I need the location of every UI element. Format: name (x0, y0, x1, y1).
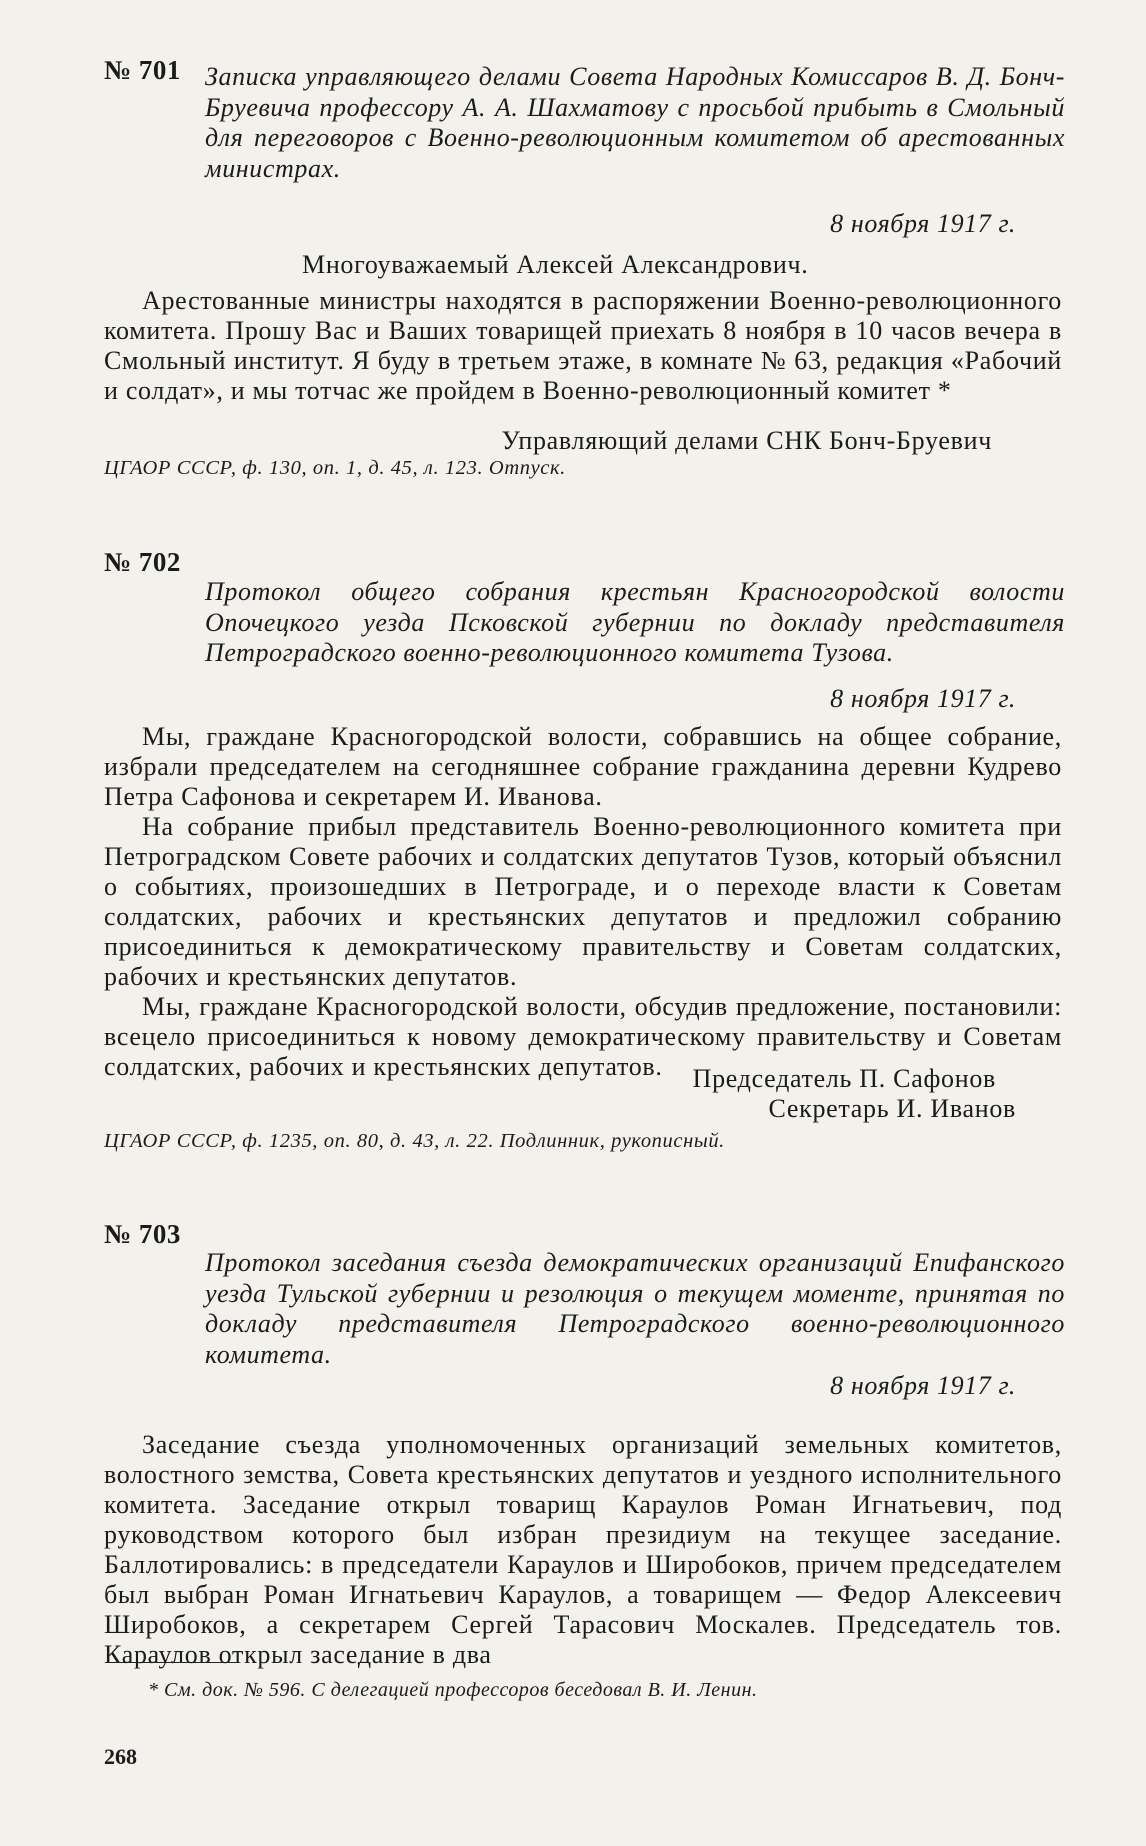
footnote-rule (106, 1662, 239, 1663)
doc-702-paragraph-2: На собрание прибыл представитель Военно-революционного комитета при Петроградском Совете рабочих и солдатских депутатов Тузов, который объяснил о событиях, произошедших в Петрограде, и о переходе власти к Советам солдатских, рабочих и крестьянских депутатов и предложил собранию присоединиться к демократическому правительству и Советам солдатских, рабочих и крестьянских депутатов. (104, 812, 1062, 991)
doc-701-paragraph: Арестованные министры находятся в распоряжении Военно-революционного комитета. Прошу Вас и Ваших товарищей приехать 8 ноября в 10 часов вечера в Смольный институт. Я буду в третьем этаже, в комнате № 63, редакция «Рабочий и солдат», и мы тотчас же пройдем в Военно-революционный комитет * (104, 286, 1062, 405)
doc-701-signature: Управляющий делами СНК Бонч-Бруевич (501, 426, 992, 455)
doc-701-salutation: Многоуважаемый Алексей Александрович. (302, 250, 809, 279)
doc-702-source: ЦГАОР СССР, ф. 1235, оп. 80, д. 43, л. 22. Подлинник, рукописный. (104, 1130, 725, 1152)
doc-701-body (104, 286, 1062, 406)
doc-702-paragraph-3: Мы, граждане Красногородской волости, обсудив предложение, постановили: всецело присоединиться к новому демократическому правительству и Советам солдатских, рабочих и крестьянских депутатов. (104, 992, 1062, 1081)
footnote: * См. док. № 596. С делегацией профессоров беседовал В. И. Ленин. (148, 1679, 758, 1701)
doc-702-signature-secretary: Секретарь И. Иванов (768, 1094, 1016, 1123)
doc-702-number: № 702 (104, 547, 181, 577)
doc-702-date: 8 ноября 1917 г. (830, 684, 1016, 713)
doc-702-paragraph-1: Мы, граждане Красногородской волости, собравшись на общее собрание, избрали председателем на сегодняшнее собрание гражданина деревни Кудрево Петра Сафонова и секретарем И. Иванова. (104, 722, 1062, 811)
doc-703-heading: Протокол заседания съезда демократических организаций Епифанского уезда Тульской губернии и резолюция о текущем моменте, принятая по докладу представителя Петроградского военно-революционного комитета. (205, 1248, 1065, 1369)
doc-702-heading: Протокол общего собрания крестьян Красногородской волости Опочецкого уезда Псковской губернии по докладу представителя Петроградского военно-революционного комитета Тузова. (205, 577, 1065, 667)
doc-703-body (104, 1430, 1062, 1670)
doc-701-source: ЦГАОР СССР, ф. 130, оп. 1, д. 45, л. 123. Отпуск. (104, 457, 566, 479)
doc-701-heading: Записка управляющего делами Совета Народных Комиссаров В. Д. Бонч-Бруевича профессору А. А. Шахматову с просьбой прибыть в Смольный для переговоров с Военно-революционным комитетом об арестованных министрах. (205, 62, 1065, 183)
doc-701-number: № 701 (104, 55, 181, 85)
doc-702-signature-chair: Председатель П. Сафонов (692, 1064, 996, 1093)
doc-703-number: № 703 (104, 1219, 181, 1249)
page-number: 268 (104, 1744, 137, 1769)
doc-701-date: 8 ноября 1917 г. (830, 209, 1016, 238)
doc-703-date: 8 ноября 1917 г. (830, 1371, 1016, 1400)
doc-702-body (104, 722, 1062, 1082)
doc-703-paragraph: Заседание съезда уполномоченных организаций земельных комитетов, волостного земства, Совета крестьянских депутатов и уездного исполнительного комитета. Заседание открыл товарищ Караулов Роман Игнатьевич, под руководством которого был избран президиум на текущее заседание. Баллотировались: в председатели Караулов и Широбоков, причем председателем был выбран Роман Игнатьевич Караулов, а товарищем — Федор Алексеевич Широбоков, а секретарем Сергей Тарасович Москалев. Председатель тов. Караулов открыл заседание в два (104, 1430, 1062, 1669)
